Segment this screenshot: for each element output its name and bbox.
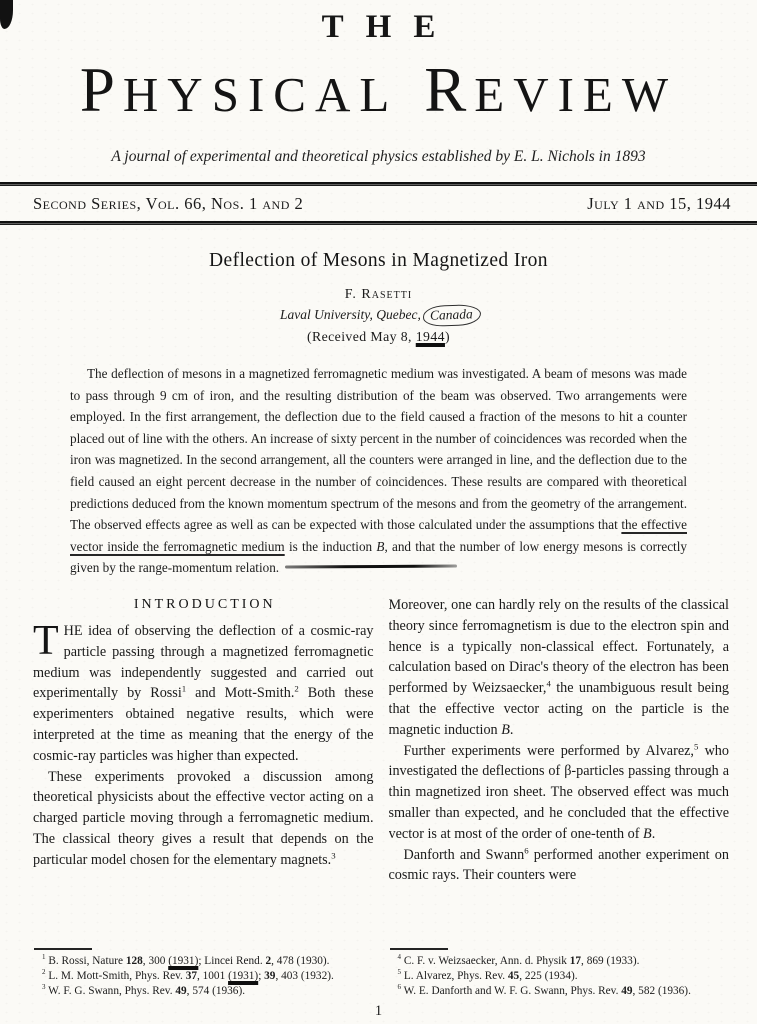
masthead-kicker: THE — [321, 9, 458, 45]
footnote-marker: 4 — [397, 953, 401, 962]
text-segment: . — [651, 825, 656, 842]
footnote-marker: 1 — [181, 683, 187, 694]
body-columns — [0, 595, 757, 999]
series-row — [0, 186, 757, 221]
series-info: Second Series, Vol. 66, Nos. 1 and 2 — [33, 194, 304, 213]
annotation-mark: (1931) — [228, 969, 259, 982]
footnotes-right — [389, 944, 730, 999]
text-segment: The deflection of mesons in a magnetized ferromagnetic medium was investigated. A beam of mesons was made to pass through 9 cm of iron, and the resulting distribution of the beam was observed. Two arrangements were employed. In the first arrangement, the deflection due to the field caused a fraction of the mesons to hit a counter placed out of line with the others. An increase of sixty percent in the number of coincidences was recorded when the iron was magnetized. In the second arrangement, all the counters were arranged in line, and the deflection due to the field caused an eight percent decrease in the number of coincidences. These results are compared with theoretical predictions deduced from the known momentum spectrum of the mesons and from the geometry of the arrangement. The observed effects agree as well as can be expected with those calculated under the assumptions that — [70, 366, 687, 533]
text-segment: , 225 (1934). — [519, 969, 578, 982]
article-author: F. Rasetti — [344, 287, 413, 302]
footnote-marker: 3 — [331, 849, 336, 860]
article-affiliation — [0, 306, 757, 324]
text-segment: ) — [444, 329, 450, 344]
footnote — [389, 969, 730, 984]
masthead — [0, 0, 757, 225]
abstract — [70, 363, 687, 579]
footnote — [33, 984, 374, 999]
text-segment: . — [509, 721, 514, 738]
received-line — [0, 328, 757, 346]
masthead-title — [0, 55, 757, 138]
text-segment: Danforth and Swann — [403, 846, 525, 863]
footnote — [33, 954, 374, 969]
text-segment: C. F. v. Weizsaecker, Ann. d. Physik — [401, 954, 570, 967]
text-segment: (Received May 8, — [307, 329, 416, 344]
footnote-marker: 4 — [546, 678, 551, 689]
drop-cap: T — [33, 617, 59, 664]
horizontal-rule — [0, 221, 757, 225]
annotation-mark: 1944 — [415, 329, 445, 344]
right-column — [389, 595, 730, 999]
text-segment: , 574 (1936). — [186, 984, 246, 997]
text-segment: the unambiguous result being that the effective vector acting on the particle is the magnetic induction — [388, 680, 729, 738]
bold-text: 39 — [264, 969, 276, 982]
bold-text: 17 — [569, 954, 582, 967]
footnote-marker: 5 — [693, 740, 699, 751]
footnote-marker: 2 — [294, 683, 299, 694]
annotation-underline: the effective vector inside the ferromagnetic medium — [70, 517, 687, 554]
text-segment: performed another experiment on cosmic rays. Their counters were — [388, 846, 729, 884]
italic-text: B — [643, 825, 652, 842]
article-title: Deflection of Mesons in Magnetized Iron — [209, 250, 548, 271]
masthead-title-word: HYSICAL — [122, 67, 399, 122]
footnote-marker: 1 — [42, 953, 46, 962]
text-segment: , 1001 — [196, 969, 229, 982]
annotation-circle: Canada — [423, 304, 481, 327]
footnote-marker: 5 — [397, 968, 401, 977]
masthead-title-word: EVIEW — [474, 67, 678, 122]
text-segment: , 582 (1936). — [632, 984, 691, 997]
paragraph — [389, 595, 730, 741]
paragraph-text — [33, 617, 374, 764]
bold-text: 2 — [265, 954, 272, 967]
italic-text: B — [501, 721, 510, 738]
paragraph — [33, 617, 374, 767]
text-segment: ; Lincei Rend. — [198, 954, 266, 967]
text-segment: , 478 (1930). — [271, 954, 330, 967]
text-segment: These experiments provoked a discussion among theoretical physicists about the effective vector acting on a charged particle moving through a ferromagnetic medium. The classical theory gives a result that depends on the particular model chosen for the elementary magnets. — [33, 768, 374, 868]
masthead-subtitle: A journal of experimental and theoretical physics established by E. L. Nichols in 1893 — [111, 148, 646, 165]
paragraph — [389, 741, 730, 845]
masthead-title-initial: P — [79, 55, 123, 125]
bold-text: 37 — [185, 969, 197, 982]
text-segment: W. E. Danforth and W. F. G. Swann, Phys. Rev. — [401, 984, 622, 997]
bold-text: 45 — [507, 969, 520, 982]
text-segment: B. Rossi, Nature — [45, 954, 126, 967]
footnote-rule — [390, 948, 448, 950]
paragraph — [33, 767, 374, 871]
footnote-marker: 6 — [397, 983, 401, 992]
paragraph — [389, 845, 730, 887]
bold-text: 49 — [175, 984, 187, 997]
text-segment: Moreover, one can hardly rely on the results of the classical theory since ferromagnetism is due to the electron spin and hence is a typically non-classical effect. Fortunately, a calculation based on Dirac's theory of the electron has been performed by Weizsaecker, — [388, 596, 729, 697]
footnote — [389, 984, 730, 999]
text-segment: Laval University, Quebec, — [279, 307, 425, 322]
italic-text: B — [376, 538, 385, 554]
footnote — [389, 954, 730, 969]
text-segment: , 403 (1932). — [275, 969, 334, 982]
text-segment: Further experiments were performed by Alvarez, — [403, 742, 694, 759]
footnote-marker: 2 — [42, 968, 46, 977]
footnote-marker: 3 — [42, 983, 46, 992]
text-segment: , 869 (1933). — [581, 954, 640, 967]
masthead-title-initial: R — [424, 55, 475, 125]
annotation-mark: (1931) — [168, 954, 199, 967]
text-segment: , 300 — [142, 954, 169, 967]
bold-text: 49 — [621, 984, 633, 997]
footnote-rule — [34, 948, 92, 950]
text-segment: ; — [258, 969, 265, 982]
text-segment: is the induction — [284, 538, 377, 554]
text-segment: Both these experimenters obtained negative results, which were interpreted at the time as meaning that the energy of the cosmic-ray particles was higher than expected. — [33, 685, 374, 764]
text-segment: who investigated the deflections of β-particles passing through a thin magnetized iron sheet. The observed effect was much smaller than expected, and he concluded that the effective vector is at most of the order of one-tenth of — [388, 742, 729, 842]
footnote — [33, 969, 374, 984]
page-number: 1 — [374, 1002, 383, 1019]
text-segment: HE idea of observing the deflection of a cosmic-ray particle passing through a magnetized ferromagnetic medium was independently suggested and carried out experimentally by Rossi — [33, 622, 374, 702]
text-segment: , and that the number of low energy mesons is correctly given by the range-momentum relation. — [70, 538, 687, 576]
footnote-marker: 6 — [524, 844, 529, 855]
left-column — [33, 595, 374, 999]
bold-text: 128 — [125, 954, 143, 967]
footnotes-left — [33, 944, 374, 999]
section-heading: INTRODUCTION — [133, 596, 276, 612]
text-segment: L. Alvarez, Phys. Rev. — [401, 969, 508, 982]
text-segment: W. F. G. Swann, Phys. Rev. — [45, 984, 176, 997]
article-header — [0, 250, 757, 346]
text-segment: and Mott-Smith. — [186, 685, 295, 702]
issue-date: July 1 and 15, 1944 — [587, 194, 731, 213]
text-segment: L. M. Mott-Smith, Phys. Rev. — [45, 969, 186, 982]
